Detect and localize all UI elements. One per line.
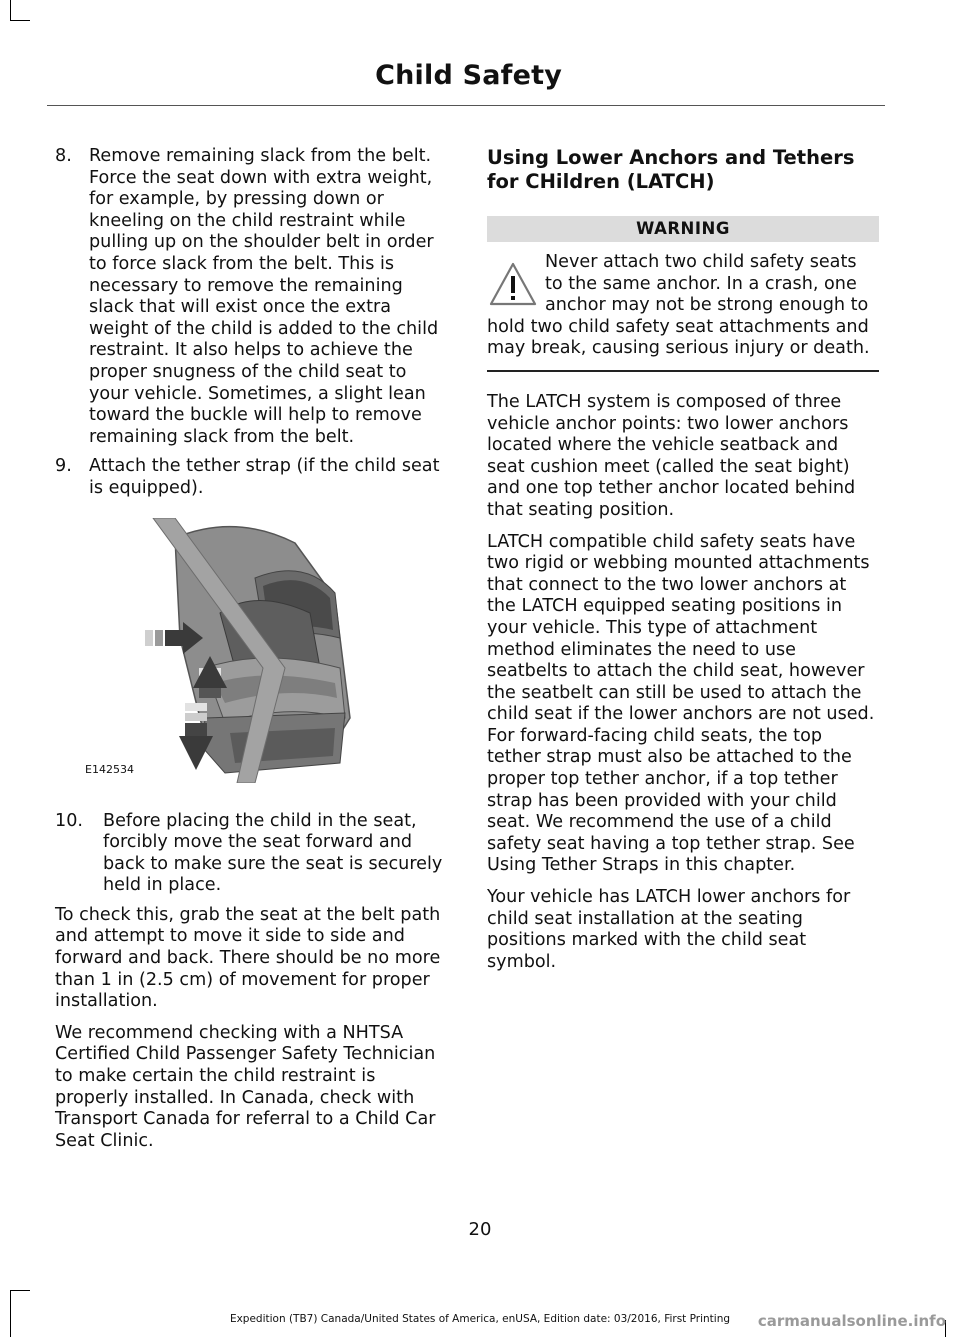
list-text: Remove remaining slack from the belt. Force the seat down with extra weight, for example, by pressing down or kneeling on the child restraint while pulling up on the shoulder belt in order to force slack from the belt. This is necessary to remove the remaining slack that will exist once the extra weight of the child is added to the child restraint. It also helps to achieve the proper snugness of the child seat to your vehicle. Sometimes, a slight lean toward the buckle will help to remove remaining slack from the belt.	[89, 146, 439, 447]
list-item	[55, 811, 450, 897]
list-text: Before placing the child in the seat, forcibly move the seat forward and back to make sure the seat is securely held in place.	[103, 810, 443, 896]
watermark: carmanualsonline.info	[757, 1312, 946, 1330]
list-item	[55, 146, 450, 448]
section-heading: Using Lower Anchors and Tethers for CHildren (LATCH)	[487, 146, 855, 193]
warning-divider	[487, 370, 879, 372]
paragraph: LATCH compatible child safety seats have two rigid or webbing mounted attachments that connect to the two lower anchors at the LATCH equipped seating positions in your vehicle. This type of attachment method eliminates the need to use seatbelts to attach the child seat, however the seatbelt can still be used to attach the child seat if the lower anchors are not used. For forward-facing child seats, the top tether strap must also be attached to the proper top tether anchor, if a top tether strap has been provided with your child seat. We recommend the use of a child safety seat having a top tether strap. See Using Tether Straps in this chapter.	[487, 531, 875, 876]
footer-text: Expedition (TB7) Canada/United States of America, enUSA, Edition date: 03/2016, First Printing	[229, 1313, 731, 1325]
crop-mark	[10, 20, 30, 21]
paragraph: To check this, grab the seat at the belt path and attempt to move it side to side and forward and back. There should be no more than 1 in (2.5 cm) of movement for proper installation.	[55, 904, 441, 1012]
header-divider	[47, 105, 885, 106]
figure-code: E142534	[85, 762, 134, 776]
paragraph: The LATCH system is composed of three vehicle anchor points: two lower anchors located where the vehicle seatback and seat cushion meet (called the seat bight) and one top tether anchor located behind that seating position.	[487, 391, 856, 520]
warning-box	[487, 252, 879, 360]
crop-mark	[10, 0, 11, 20]
warning-label: WARNING	[487, 216, 879, 242]
crop-mark	[10, 1290, 30, 1291]
right-column	[487, 146, 879, 983]
list-text: Attach the tether strap (if the child seat is equipped).	[89, 456, 440, 498]
list-number: 8.	[55, 146, 72, 166]
warning-triangle-icon	[487, 258, 539, 310]
paragraph: We recommend checking with a NHTSA Certified Child Passenger Safety Technician to make certain the child restraint is properly installed. In Canada, check with Transport Canada for referral to a Child Car Seat Clinic.	[55, 1022, 436, 1151]
page-number: 20	[468, 1219, 492, 1240]
left-column	[55, 146, 450, 1162]
list-number: 9.	[55, 456, 72, 477]
child-seat-drawing	[135, 518, 423, 783]
list-number: 10.	[55, 810, 83, 831]
page-title: Child Safety	[375, 60, 562, 91]
paragraph: Your vehicle has LATCH lower anchors for child seat installation at the seating positions marked with the child seat symbol.	[487, 887, 851, 972]
child-seat-illustration	[85, 518, 423, 783]
warning-text: Never attach two child safety seats to the same anchor. In a crash, one anchor may not be strong enough to hold two child safety seat attachments and may break, causing serious injury or death.	[487, 252, 870, 359]
list-item	[55, 456, 450, 499]
